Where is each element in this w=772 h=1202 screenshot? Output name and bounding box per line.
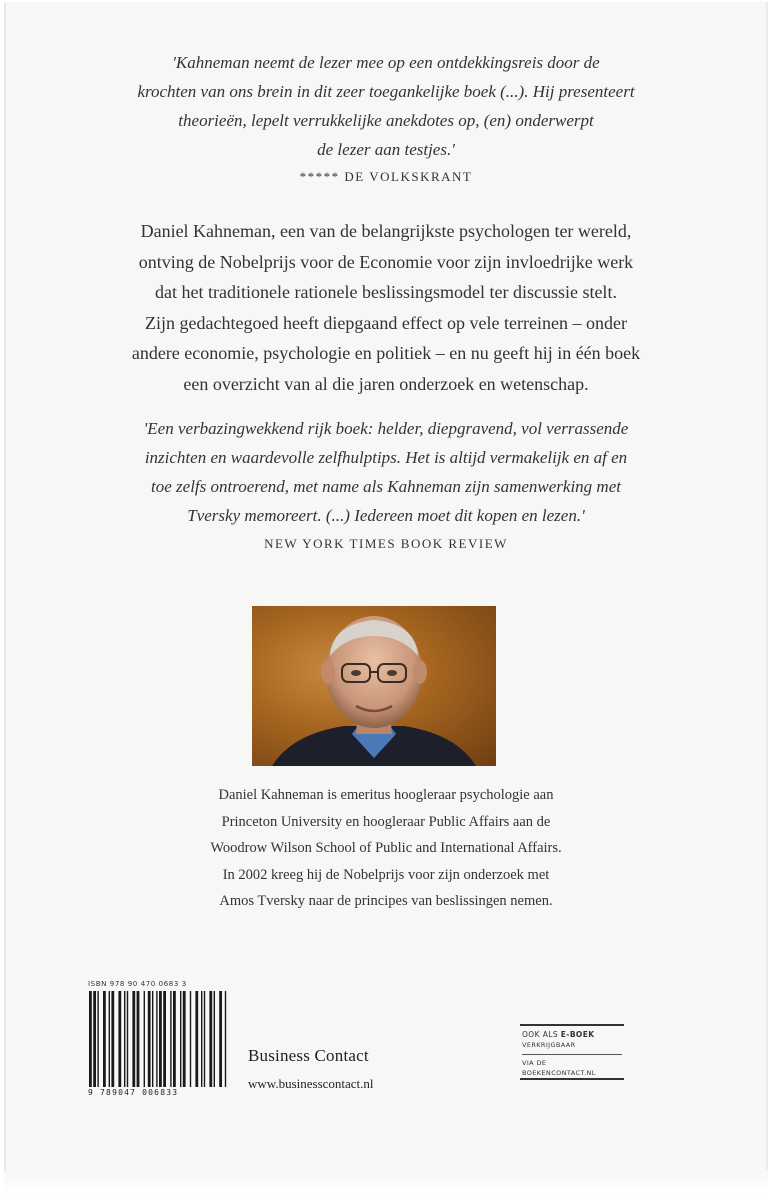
barcode-bar	[225, 991, 226, 1087]
quote-line: 'Kahneman neemt de lezer mee op een ontdekkingsreis door de	[172, 53, 600, 72]
barcode-bar	[209, 991, 212, 1087]
barcode-bar	[195, 991, 198, 1087]
bio-line: Princeton University en hoogleraar Public Affairs aan de	[221, 813, 551, 830]
barcode-bar	[204, 991, 205, 1087]
description-line: dat het traditionele rationele beslissingsmodel ter discussie stelt.	[155, 282, 617, 302]
ebook-badge-line1	[522, 1030, 622, 1039]
quote-line: krochten van ons brein in dit zeer toegankelijke boek (...). Hij presenteert	[137, 82, 635, 101]
barcode-bar	[214, 991, 215, 1087]
ebook-badge	[520, 1024, 624, 1080]
quote-line: 'Een verbazingwekkend rijk boek: helder, diepgravend, vol verrassende	[143, 419, 629, 438]
barcode-bar	[144, 991, 145, 1087]
description-line: Zijn gedachtegoed heeft diepgaand effect op vele terreinen – onder	[145, 312, 627, 333]
author-photo	[252, 606, 496, 766]
book-description	[74, 216, 698, 399]
author-bio	[94, 782, 678, 915]
isbn-barcode-block	[88, 980, 230, 1097]
barcode-bar	[148, 991, 151, 1087]
quote-attribution-volkskrant: ***** DE VOLKSKRANT	[299, 169, 473, 184]
barcode-bar	[152, 991, 153, 1087]
review-quote-nyt	[74, 414, 698, 530]
bio-line: Woodrow Wilson School of Public and International Affairs.	[210, 840, 562, 856]
barcode-bar	[159, 991, 162, 1087]
ebook-badge-prefix: OOK ALS	[522, 1030, 558, 1039]
barcode-bar	[219, 991, 222, 1087]
quote-attribution-nyt: NEW YORK TIMES BOOK REVIEW	[264, 536, 508, 551]
quote-line: Tversky memoreert. (...) Iedereen moet dit kopen en lezen.'	[187, 506, 585, 525]
quote-line: toe zelfs ontroerend, met name als Kahneman zijn samenwerking met	[151, 477, 621, 496]
publisher-url: www.businesscontact.nl	[248, 1076, 374, 1091]
publisher-block	[248, 1046, 374, 1092]
barcode-bar	[132, 991, 135, 1087]
review-quote-volkskrant	[74, 48, 698, 164]
description-line: Daniel Kahneman, een van de belangrijkste psychologen ter wereld,	[140, 221, 632, 241]
barcode-bar	[97, 991, 98, 1087]
description-line: ontving de Nobelprijs voor de Economie voor zijn invloedrijke werk	[138, 251, 634, 272]
ebook-badge-emphasis: E-BOEK	[560, 1030, 595, 1039]
ebook-badge-line4: BOEKENCONTACT.NL	[522, 1069, 596, 1077]
barcode-bar	[109, 991, 110, 1087]
ebook-badge-line3: VIA DE	[522, 1059, 547, 1067]
barcode-bar	[93, 991, 96, 1087]
barcode-bar	[137, 991, 140, 1087]
publisher-name: Business Contact	[248, 1046, 369, 1065]
description-line: andere economie, psychologie en politiek – en nu geeft hij in één boek	[131, 343, 641, 363]
barcode-icon	[88, 991, 230, 1087]
barcode-bar	[180, 991, 181, 1087]
barcode-bar	[190, 991, 191, 1087]
barcode-bar	[127, 991, 128, 1087]
barcode-bar	[89, 991, 92, 1087]
barcode-bar	[156, 991, 157, 1087]
barcode-bar	[163, 991, 166, 1087]
quote-line: inzichten en waardevolle zelfhulptips. Het is altijd vermakelijk en af en	[144, 448, 628, 467]
barcode-digits: 9 789047 006833	[88, 1088, 179, 1097]
description-line: een overzicht van al die jaren onderzoek en wetenschap.	[183, 373, 589, 394]
quote-line: theorieën, lepelt verrukkelijke anekdotes op, (en) onderwerpt	[178, 111, 594, 130]
barcode-bar	[201, 991, 202, 1087]
bio-line: Daniel Kahneman is emeritus hoogleraar psychologie aan	[218, 787, 554, 803]
quote-line: de lezer aan testjes.'	[317, 140, 455, 159]
ebook-badge-divider	[522, 1054, 622, 1055]
barcode-bar	[173, 991, 176, 1087]
barcode-bar	[124, 991, 125, 1087]
bio-line: In 2002 kreeg hij de Nobelprijs voor zijn onderzoek met	[222, 866, 550, 883]
isbn-label: ISBN 978 90 470 0683 3	[88, 980, 187, 988]
barcode-bar	[170, 991, 171, 1087]
barcode-bar	[111, 991, 114, 1087]
ebook-badge-line2: VERKRIJGBAAR	[522, 1041, 576, 1049]
book-back-cover	[4, 2, 768, 1194]
barcode-bar	[183, 991, 186, 1087]
bio-line: Amos Tversky naar de principes van beslissingen nemen.	[219, 893, 553, 909]
barcode-bar	[103, 991, 106, 1087]
barcode-bar	[118, 991, 121, 1087]
